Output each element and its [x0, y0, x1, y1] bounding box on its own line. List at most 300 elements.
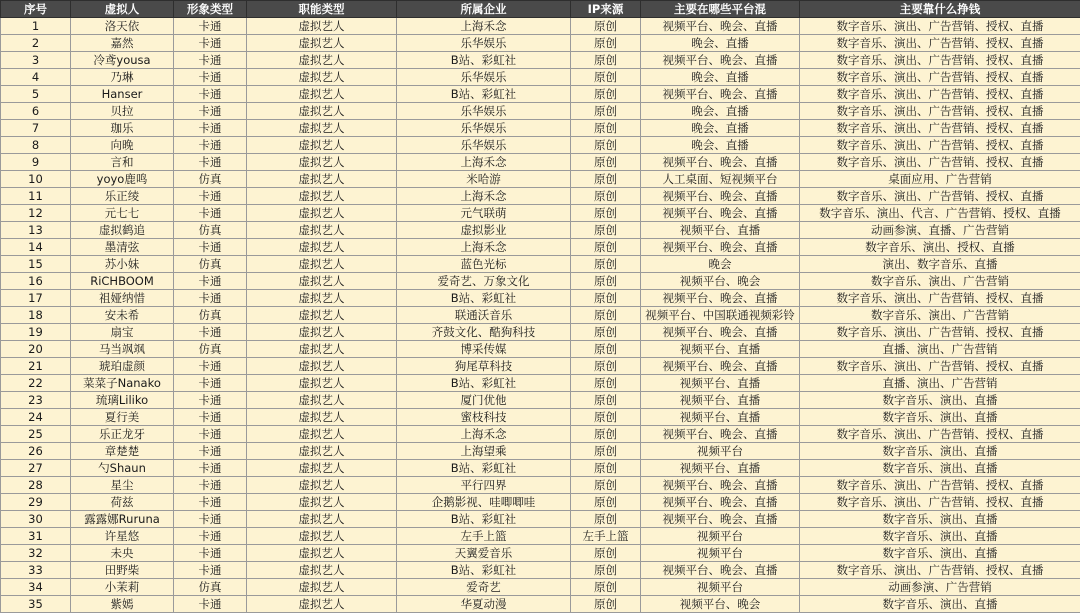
cell-revenue: 数字音乐、演出、广告营销、授权、直播	[800, 69, 1080, 86]
cell-virtual-human: Hanser	[71, 86, 174, 103]
cell-role-type: 虚拟艺人	[247, 239, 397, 256]
cell-image-type: 卡通	[174, 528, 247, 545]
cell-index: 29	[1, 494, 71, 511]
cell-revenue: 数字音乐、演出、直播	[800, 528, 1080, 545]
cell-role-type: 虚拟艺人	[247, 52, 397, 69]
cell-virtual-human: 勺Shaun	[71, 460, 174, 477]
cell-platforms: 视频平台、晚会、直播	[641, 494, 800, 511]
cell-ip-source: 原创	[571, 256, 641, 273]
cell-revenue: 桌面应用、广告营销	[800, 171, 1080, 188]
table-row	[1, 137, 1080, 154]
cell-ip-source: 原创	[571, 596, 641, 613]
table-row	[1, 426, 1080, 443]
cell-company: 蓝色光标	[397, 256, 571, 273]
cell-virtual-human: 祖娅纳惜	[71, 290, 174, 307]
cell-platforms: 视频平台、直播	[641, 409, 800, 426]
cell-role-type: 虚拟艺人	[247, 426, 397, 443]
cell-index: 24	[1, 409, 71, 426]
cell-revenue: 数字音乐、演出、广告营销、授权、直播	[800, 290, 1080, 307]
table-row	[1, 494, 1080, 511]
cell-ip-source: 原创	[571, 545, 641, 562]
cell-virtual-human: 珈乐	[71, 120, 174, 137]
cell-role-type: 虚拟艺人	[247, 205, 397, 222]
cell-company: 天翼爱音乐	[397, 545, 571, 562]
cell-ip-source: 原创	[571, 120, 641, 137]
cell-company: 乐华娱乐	[397, 103, 571, 120]
table-row	[1, 154, 1080, 171]
table-row	[1, 562, 1080, 579]
cell-revenue: 数字音乐、演出、直播	[800, 511, 1080, 528]
cell-role-type: 虚拟艺人	[247, 443, 397, 460]
cell-revenue: 动画参演、直播、广告营销	[800, 222, 1080, 239]
cell-image-type: 卡通	[174, 52, 247, 69]
cell-platforms: 视频平台、晚会	[641, 596, 800, 613]
cell-index: 17	[1, 290, 71, 307]
cell-virtual-human: 洛天依	[71, 18, 174, 35]
cell-role-type: 虚拟艺人	[247, 341, 397, 358]
cell-revenue: 数字音乐、演出、直播	[800, 409, 1080, 426]
cell-ip-source: 原创	[571, 426, 641, 443]
cell-ip-source: 原创	[571, 409, 641, 426]
header-ip-source: IP来源	[571, 1, 641, 18]
cell-company: 博采传媒	[397, 341, 571, 358]
cell-platforms: 晚会、直播	[641, 137, 800, 154]
cell-ip-source: 原创	[571, 69, 641, 86]
cell-index: 15	[1, 256, 71, 273]
cell-virtual-human: 未央	[71, 545, 174, 562]
table-row	[1, 460, 1080, 477]
cell-revenue: 数字音乐、演出、代言、广告营销、授权、直播	[800, 205, 1080, 222]
table-row	[1, 35, 1080, 52]
cell-virtual-human: 乃琳	[71, 69, 174, 86]
cell-virtual-human: 琉璃Liliko	[71, 392, 174, 409]
cell-role-type: 虚拟艺人	[247, 86, 397, 103]
cell-image-type: 卡通	[174, 324, 247, 341]
cell-revenue: 直播、演出、广告营销	[800, 341, 1080, 358]
cell-revenue: 数字音乐、演出、广告营销、授权、直播	[800, 35, 1080, 52]
cell-revenue: 数字音乐、演出、广告营销、授权、直播	[800, 18, 1080, 35]
cell-role-type: 虚拟艺人	[247, 18, 397, 35]
cell-role-type: 虚拟艺人	[247, 171, 397, 188]
cell-virtual-human: yoyo鹿鸣	[71, 171, 174, 188]
cell-image-type: 卡通	[174, 545, 247, 562]
cell-ip-source: 原创	[571, 154, 641, 171]
cell-virtual-human: 乐正绫	[71, 188, 174, 205]
table-row	[1, 596, 1080, 613]
cell-ip-source: 原创	[571, 188, 641, 205]
cell-platforms: 视频平台、直播	[641, 392, 800, 409]
table-row	[1, 324, 1080, 341]
cell-revenue: 数字音乐、演出、直播	[800, 545, 1080, 562]
cell-virtual-human: 虚拟鹤追	[71, 222, 174, 239]
cell-index: 32	[1, 545, 71, 562]
cell-company: 乐华娱乐	[397, 35, 571, 52]
table-row	[1, 171, 1080, 188]
cell-role-type: 虚拟艺人	[247, 375, 397, 392]
table-row	[1, 273, 1080, 290]
cell-revenue: 数字音乐、演出、直播	[800, 392, 1080, 409]
cell-index: 26	[1, 443, 71, 460]
header-virtual-human: 虚拟人	[71, 1, 174, 18]
cell-image-type: 卡通	[174, 392, 247, 409]
cell-role-type: 虚拟艺人	[247, 137, 397, 154]
cell-image-type: 卡通	[174, 494, 247, 511]
cell-company: 元气联萌	[397, 205, 571, 222]
cell-virtual-human: 冷鸢yousa	[71, 52, 174, 69]
cell-platforms: 视频平台、晚会、直播	[641, 426, 800, 443]
cell-virtual-human: 小茉莉	[71, 579, 174, 596]
cell-virtual-human: 苏小妹	[71, 256, 174, 273]
cell-ip-source: 原创	[571, 86, 641, 103]
cell-index: 4	[1, 69, 71, 86]
table-row	[1, 205, 1080, 222]
table-row	[1, 579, 1080, 596]
cell-company: 乐华娱乐	[397, 120, 571, 137]
cell-company: 上海禾念	[397, 426, 571, 443]
cell-revenue: 数字音乐、演出、广告营销、授权、直播	[800, 52, 1080, 69]
cell-platforms: 视频平台、晚会、直播	[641, 290, 800, 307]
cell-virtual-human: 菜菜子Nanako	[71, 375, 174, 392]
cell-index: 22	[1, 375, 71, 392]
cell-role-type: 虚拟艺人	[247, 358, 397, 375]
cell-company: 狗尾草科技	[397, 358, 571, 375]
cell-index: 19	[1, 324, 71, 341]
cell-company: 上海禾念	[397, 188, 571, 205]
cell-revenue: 动画参演、广告营销	[800, 579, 1080, 596]
cell-ip-source: 原创	[571, 171, 641, 188]
cell-image-type: 卡通	[174, 69, 247, 86]
cell-role-type: 虚拟艺人	[247, 35, 397, 52]
cell-company: 平行四界	[397, 477, 571, 494]
cell-revenue: 数字音乐、演出、广告营销	[800, 273, 1080, 290]
cell-company: 上海禾念	[397, 239, 571, 256]
table-row	[1, 120, 1080, 137]
cell-revenue: 数字音乐、演出、广告营销、授权、直播	[800, 137, 1080, 154]
cell-platforms: 视频平台、晚会	[641, 273, 800, 290]
cell-platforms: 视频平台	[641, 579, 800, 596]
cell-role-type: 虚拟艺人	[247, 460, 397, 477]
cell-revenue: 数字音乐、演出、直播	[800, 460, 1080, 477]
cell-ip-source: 原创	[571, 477, 641, 494]
cell-image-type: 卡通	[174, 86, 247, 103]
header-revenue: 主要靠什么挣钱	[800, 1, 1080, 18]
cell-index: 14	[1, 239, 71, 256]
cell-company: B站、彩虹社	[397, 52, 571, 69]
cell-platforms: 视频平台、直播	[641, 375, 800, 392]
cell-image-type: 卡通	[174, 460, 247, 477]
cell-revenue: 数字音乐、演出、授权、直播	[800, 239, 1080, 256]
cell-revenue: 数字音乐、演出、广告营销、授权、直播	[800, 86, 1080, 103]
table-row	[1, 69, 1080, 86]
table-row	[1, 528, 1080, 545]
table-row	[1, 290, 1080, 307]
cell-index: 18	[1, 307, 71, 324]
cell-platforms: 视频平台、直播	[641, 341, 800, 358]
cell-ip-source: 原创	[571, 392, 641, 409]
cell-virtual-human: 琥珀虚颜	[71, 358, 174, 375]
cell-company: B站、彩虹社	[397, 86, 571, 103]
cell-revenue: 数字音乐、演出、广告营销、授权、直播	[800, 103, 1080, 120]
table-row	[1, 52, 1080, 69]
table-row	[1, 86, 1080, 103]
cell-role-type: 虚拟艺人	[247, 69, 397, 86]
cell-ip-source: 原创	[571, 358, 641, 375]
cell-index: 25	[1, 426, 71, 443]
table-row	[1, 18, 1080, 35]
cell-virtual-human: 紫嫣	[71, 596, 174, 613]
cell-role-type: 虚拟艺人	[247, 528, 397, 545]
cell-platforms: 晚会、直播	[641, 103, 800, 120]
cell-ip-source: 原创	[571, 52, 641, 69]
cell-platforms: 晚会、直播	[641, 69, 800, 86]
cell-virtual-human: 元七七	[71, 205, 174, 222]
cell-ip-source: 原创	[571, 273, 641, 290]
cell-role-type: 虚拟艺人	[247, 324, 397, 341]
cell-index: 12	[1, 205, 71, 222]
cell-index: 21	[1, 358, 71, 375]
cell-index: 28	[1, 477, 71, 494]
cell-image-type: 卡通	[174, 137, 247, 154]
cell-role-type: 虚拟艺人	[247, 579, 397, 596]
cell-ip-source: 原创	[571, 239, 641, 256]
cell-company: B站、彩虹社	[397, 460, 571, 477]
cell-role-type: 虚拟艺人	[247, 307, 397, 324]
cell-index: 8	[1, 137, 71, 154]
cell-company: 上海禾念	[397, 18, 571, 35]
cell-platforms: 视频平台、晚会、直播	[641, 324, 800, 341]
cell-index: 23	[1, 392, 71, 409]
cell-image-type: 卡通	[174, 154, 247, 171]
header-row	[1, 1, 1080, 18]
cell-image-type: 卡通	[174, 120, 247, 137]
cell-virtual-human: 安未希	[71, 307, 174, 324]
table-row	[1, 103, 1080, 120]
cell-ip-source: 原创	[571, 103, 641, 120]
cell-role-type: 虚拟艺人	[247, 596, 397, 613]
table-row	[1, 222, 1080, 239]
cell-index: 16	[1, 273, 71, 290]
cell-ip-source: 左手上篮	[571, 528, 641, 545]
cell-role-type: 虚拟艺人	[247, 545, 397, 562]
header-role-type: 职能类型	[247, 1, 397, 18]
cell-ip-source: 原创	[571, 460, 641, 477]
cell-ip-source: 原创	[571, 222, 641, 239]
cell-image-type: 卡通	[174, 290, 247, 307]
table-row	[1, 443, 1080, 460]
cell-role-type: 虚拟艺人	[247, 562, 397, 579]
cell-virtual-human: 马当飒飒	[71, 341, 174, 358]
table-row	[1, 375, 1080, 392]
cell-platforms: 晚会、直播	[641, 120, 800, 137]
cell-ip-source: 原创	[571, 205, 641, 222]
cell-company: 爱奇艺、万象文化	[397, 273, 571, 290]
cell-image-type: 卡通	[174, 443, 247, 460]
cell-ip-source: 原创	[571, 307, 641, 324]
cell-index: 2	[1, 35, 71, 52]
header-index: 序号	[1, 1, 71, 18]
cell-ip-source: 原创	[571, 341, 641, 358]
cell-platforms: 视频平台、中国联通视频彩铃	[641, 307, 800, 324]
cell-revenue: 数字音乐、演出、广告营销、授权、直播	[800, 154, 1080, 171]
header-platforms: 主要在哪些平台混	[641, 1, 800, 18]
cell-platforms: 视频平台、晚会、直播	[641, 188, 800, 205]
cell-company: B站、彩虹社	[397, 375, 571, 392]
cell-virtual-human: 章楚楚	[71, 443, 174, 460]
cell-index: 27	[1, 460, 71, 477]
table-row	[1, 477, 1080, 494]
cell-revenue: 直播、演出、广告营销	[800, 375, 1080, 392]
cell-virtual-human: RiCHBOOM	[71, 273, 174, 290]
header-image-type: 形象类型	[174, 1, 247, 18]
cell-image-type: 卡通	[174, 375, 247, 392]
cell-company: 乐华娱乐	[397, 137, 571, 154]
cell-company: 联通沃音乐	[397, 307, 571, 324]
cell-image-type: 卡通	[174, 188, 247, 205]
cell-image-type: 仿真	[174, 341, 247, 358]
cell-revenue: 数字音乐、演出、广告营销、授权、直播	[800, 477, 1080, 494]
cell-index: 20	[1, 341, 71, 358]
cell-platforms: 视频平台	[641, 528, 800, 545]
cell-role-type: 虚拟艺人	[247, 222, 397, 239]
cell-image-type: 仿真	[174, 171, 247, 188]
cell-revenue: 数字音乐、演出、广告营销、授权、直播	[800, 358, 1080, 375]
cell-image-type: 仿真	[174, 222, 247, 239]
cell-image-type: 卡通	[174, 409, 247, 426]
cell-platforms: 视频平台	[641, 545, 800, 562]
cell-revenue: 数字音乐、演出、直播	[800, 443, 1080, 460]
cell-revenue: 数字音乐、演出、广告营销、授权、直播	[800, 324, 1080, 341]
table-row	[1, 409, 1080, 426]
table-row	[1, 392, 1080, 409]
cell-ip-source: 原创	[571, 137, 641, 154]
cell-index: 3	[1, 52, 71, 69]
cell-ip-source: 原创	[571, 35, 641, 52]
table-row	[1, 256, 1080, 273]
cell-platforms: 视频平台、直播	[641, 460, 800, 477]
cell-ip-source: 原创	[571, 494, 641, 511]
cell-role-type: 虚拟艺人	[247, 103, 397, 120]
cell-company: 上海禾念	[397, 154, 571, 171]
cell-ip-source: 原创	[571, 511, 641, 528]
cell-company: 企鹅影视、哇唧唧哇	[397, 494, 571, 511]
cell-virtual-human: 星尘	[71, 477, 174, 494]
cell-revenue: 数字音乐、演出、广告营销、授权、直播	[800, 562, 1080, 579]
cell-image-type: 卡通	[174, 205, 247, 222]
cell-image-type: 卡通	[174, 273, 247, 290]
cell-index: 13	[1, 222, 71, 239]
cell-company: 米哈游	[397, 171, 571, 188]
table-row	[1, 188, 1080, 205]
cell-ip-source: 原创	[571, 18, 641, 35]
cell-index: 35	[1, 596, 71, 613]
cell-index: 31	[1, 528, 71, 545]
cell-platforms: 视频平台、晚会、直播	[641, 511, 800, 528]
cell-company: 华夏动漫	[397, 596, 571, 613]
cell-role-type: 虚拟艺人	[247, 256, 397, 273]
cell-platforms: 视频平台、晚会、直播	[641, 358, 800, 375]
cell-image-type: 卡通	[174, 511, 247, 528]
cell-platforms: 视频平台、直播	[641, 222, 800, 239]
cell-company: 上海望乘	[397, 443, 571, 460]
table-row	[1, 511, 1080, 528]
cell-platforms: 视频平台	[641, 443, 800, 460]
cell-platforms: 视频平台、晚会、直播	[641, 562, 800, 579]
cell-company: B站、彩虹社	[397, 562, 571, 579]
cell-ip-source: 原创	[571, 324, 641, 341]
cell-role-type: 虚拟艺人	[247, 273, 397, 290]
cell-virtual-human: 荷兹	[71, 494, 174, 511]
cell-company: 厦门优他	[397, 392, 571, 409]
cell-index: 10	[1, 171, 71, 188]
cell-revenue: 数字音乐、演出、广告营销、授权、直播	[800, 120, 1080, 137]
cell-role-type: 虚拟艺人	[247, 494, 397, 511]
cell-virtual-human: 贝拉	[71, 103, 174, 120]
cell-virtual-human: 露露娜Ruruna	[71, 511, 174, 528]
cell-platforms: 视频平台、晚会、直播	[641, 86, 800, 103]
cell-platforms: 晚会	[641, 256, 800, 273]
cell-index: 5	[1, 86, 71, 103]
table-row	[1, 307, 1080, 324]
cell-ip-source: 原创	[571, 443, 641, 460]
cell-image-type: 卡通	[174, 103, 247, 120]
cell-virtual-human: 墨清弦	[71, 239, 174, 256]
cell-role-type: 虚拟艺人	[247, 392, 397, 409]
cell-platforms: 视频平台、晚会、直播	[641, 205, 800, 222]
cell-company: B站、彩虹社	[397, 511, 571, 528]
cell-ip-source: 原创	[571, 375, 641, 392]
cell-role-type: 虚拟艺人	[247, 188, 397, 205]
cell-revenue: 数字音乐、演出、广告营销	[800, 307, 1080, 324]
cell-image-type: 卡通	[174, 477, 247, 494]
cell-ip-source: 原创	[571, 579, 641, 596]
cell-index: 11	[1, 188, 71, 205]
cell-index: 1	[1, 18, 71, 35]
cell-index: 34	[1, 579, 71, 596]
cell-index: 9	[1, 154, 71, 171]
cell-virtual-human: 嘉然	[71, 35, 174, 52]
cell-index: 33	[1, 562, 71, 579]
cell-revenue: 数字音乐、演出、直播	[800, 596, 1080, 613]
cell-company: 蜜枝科技	[397, 409, 571, 426]
cell-virtual-human: 许星悠	[71, 528, 174, 545]
cell-platforms: 视频平台、晚会、直播	[641, 18, 800, 35]
cell-virtual-human: 向晚	[71, 137, 174, 154]
cell-company: 齐鼓文化、酷狗科技	[397, 324, 571, 341]
cell-virtual-human: 扇宝	[71, 324, 174, 341]
table-body	[1, 18, 1080, 613]
cell-company: 虚拟影业	[397, 222, 571, 239]
table-row	[1, 545, 1080, 562]
cell-index: 7	[1, 120, 71, 137]
cell-index: 30	[1, 511, 71, 528]
cell-company: 爱奇艺	[397, 579, 571, 596]
cell-role-type: 虚拟艺人	[247, 120, 397, 137]
cell-revenue: 数字音乐、演出、广告营销、授权、直播	[800, 188, 1080, 205]
cell-image-type: 卡通	[174, 239, 247, 256]
cell-role-type: 虚拟艺人	[247, 290, 397, 307]
cell-image-type: 仿真	[174, 579, 247, 596]
cell-revenue: 数字音乐、演出、广告营销、授权、直播	[800, 426, 1080, 443]
cell-image-type: 卡通	[174, 18, 247, 35]
cell-revenue: 演出、数字音乐、直播	[800, 256, 1080, 273]
cell-virtual-human: 夏行美	[71, 409, 174, 426]
cell-index: 6	[1, 103, 71, 120]
cell-image-type: 卡通	[174, 358, 247, 375]
table-row	[1, 239, 1080, 256]
table-row	[1, 358, 1080, 375]
cell-ip-source: 原创	[571, 562, 641, 579]
cell-image-type: 仿真	[174, 256, 247, 273]
